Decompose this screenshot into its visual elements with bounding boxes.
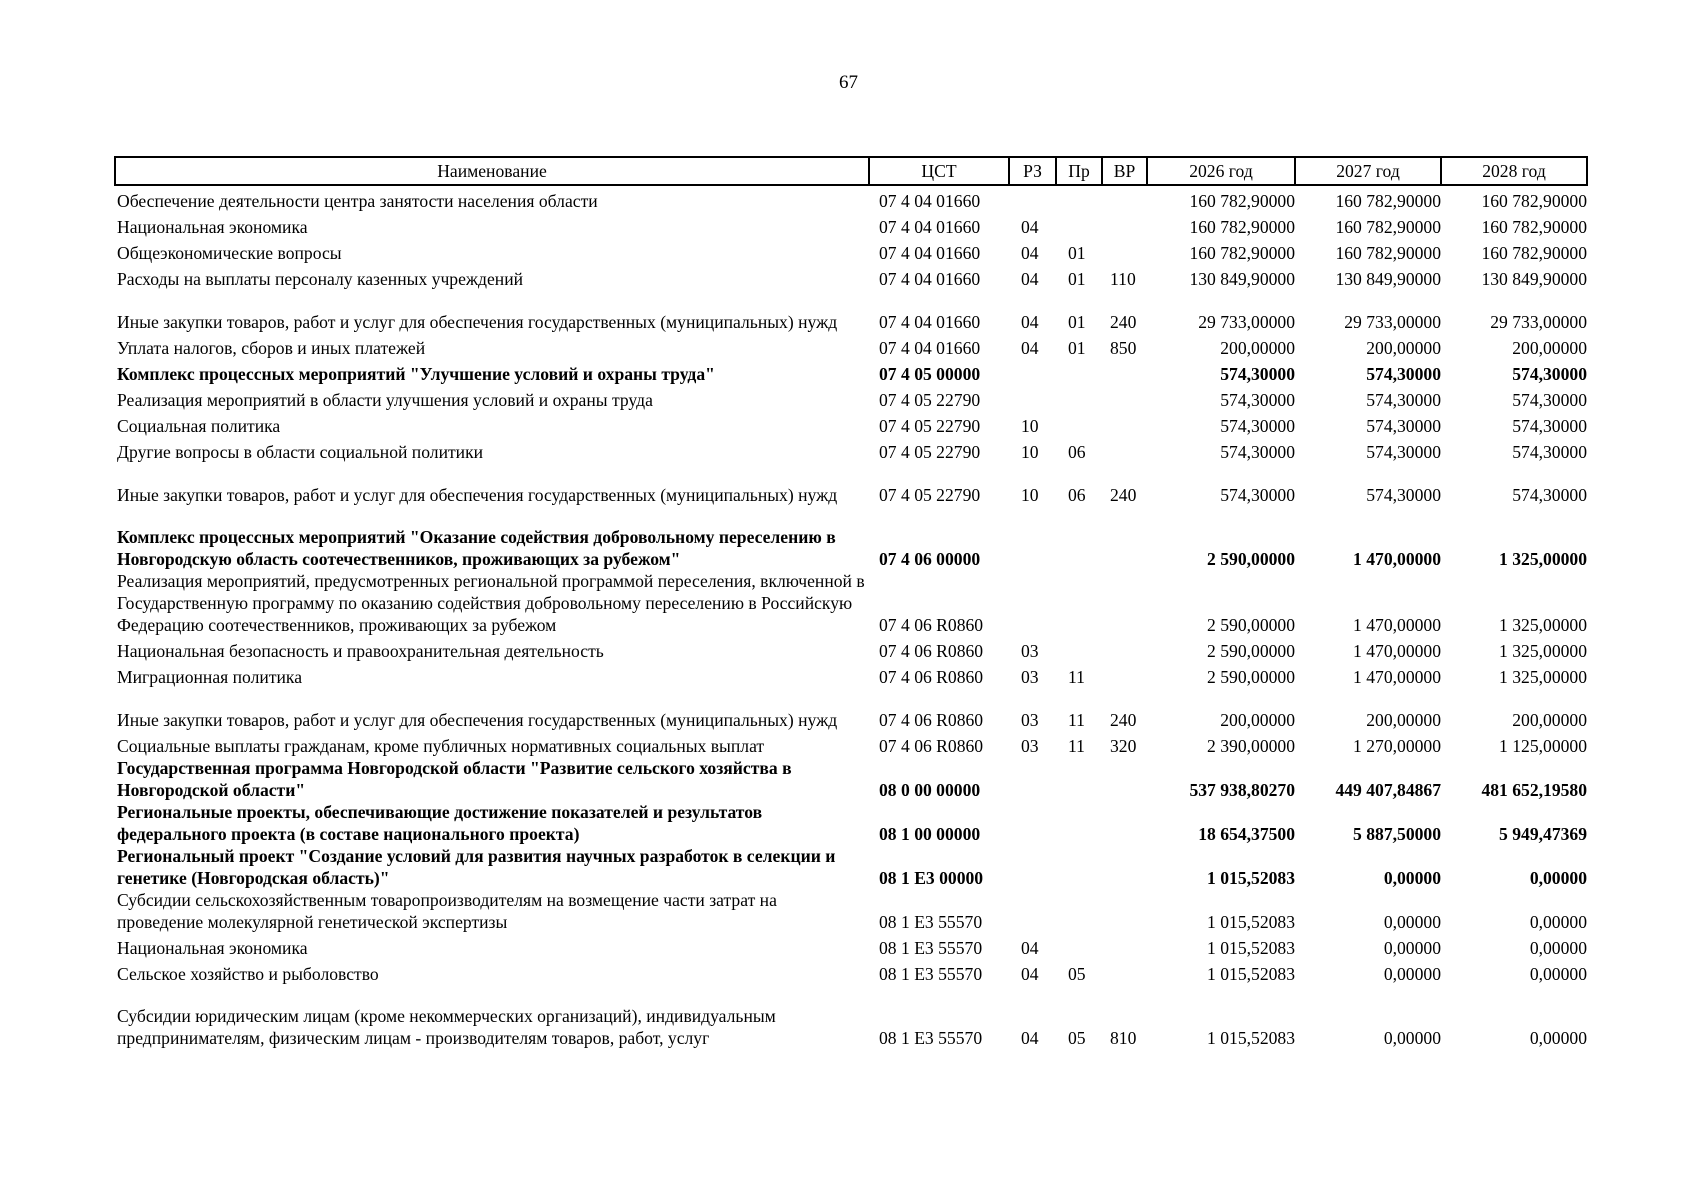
row-rz: 04 [1021, 217, 1039, 237]
row-year-2028: 29 733,00000 [1490, 312, 1587, 332]
header-name: Наименование [115, 157, 869, 185]
row-vr: 850 [1110, 338, 1137, 358]
row-year-2026: 18 654,37500 [1198, 824, 1295, 844]
row-name: Социальные выплаты гражданам, кроме публичных нормативных социальных выплат [117, 736, 765, 756]
row-year-2028: 200,00000 [1512, 710, 1587, 730]
row-rz: 04 [1021, 1028, 1039, 1048]
row-year-2028: 0,00000 [1529, 1028, 1587, 1048]
row-pr: 05 [1068, 1028, 1086, 1048]
row-vr [1102, 845, 1147, 889]
row-year-2027: 1 470,00000 [1353, 615, 1441, 635]
row-vr [1102, 506, 1147, 570]
row-name: Национальная безопасность и правоохранительная деятельность [117, 641, 604, 661]
row-rz [1009, 185, 1056, 212]
page-number: 67 [839, 72, 858, 93]
row-year-2028: 574,30000 [1512, 416, 1587, 436]
row-year-2028: 1 325,00000 [1499, 641, 1587, 661]
table-row [115, 506, 1587, 570]
row-pr: 06 [1068, 485, 1086, 505]
row-year-2026: 200,00000 [1220, 338, 1295, 358]
row-name: Другие вопросы в области социальной политики [117, 442, 484, 462]
row-year-2028: 481 652,19580 [1481, 780, 1587, 800]
row-rz: 03 [1021, 710, 1039, 730]
row-pr: 11 [1068, 710, 1085, 730]
row-year-2027: 0,00000 [1383, 938, 1441, 958]
row-pr: 01 [1068, 338, 1086, 358]
row-pr: 01 [1068, 269, 1086, 289]
table-row [115, 463, 1587, 506]
row-rz: 04 [1021, 938, 1039, 958]
row-year-2027: 574,30000 [1366, 390, 1441, 410]
row-year-2027: 0,00000 [1383, 964, 1441, 984]
row-year-2026: 2 590,00000 [1207, 549, 1295, 569]
row-cst: 07 4 05 22790 [879, 416, 981, 436]
row-rz: 10 [1021, 416, 1039, 436]
row-year-2026: 574,30000 [1220, 416, 1295, 436]
row-rz: 10 [1021, 485, 1039, 505]
row-vr [1102, 238, 1147, 264]
row-year-2028: 574,30000 [1512, 390, 1587, 410]
row-rz [1009, 359, 1056, 385]
row-cst: 07 4 06 R0860 [879, 667, 984, 687]
header-year-2027: 2027 год [1295, 157, 1441, 185]
row-name: Иные закупки товаров, работ и услуг для обеспечения государственных (муниципальных) нужд [117, 710, 838, 730]
row-pr [1056, 801, 1102, 845]
row-year-2027: 200,00000 [1366, 710, 1441, 730]
row-year-2027: 160 782,90000 [1335, 243, 1441, 263]
row-cst: 07 4 06 R0860 [879, 641, 984, 661]
row-vr [1102, 411, 1147, 437]
row-vr [1102, 212, 1147, 238]
row-cst: 07 4 06 R0860 [879, 736, 984, 756]
row-year-2027: 0,00000 [1383, 1028, 1441, 1048]
row-year-2026: 574,30000 [1220, 390, 1295, 410]
row-year-2027: 130 849,90000 [1335, 269, 1441, 289]
row-rz: 04 [1021, 964, 1039, 984]
row-year-2027: 574,30000 [1366, 485, 1441, 505]
row-cst: 08 1 E3 55570 [879, 964, 983, 984]
row-year-2026: 130 849,90000 [1189, 269, 1295, 289]
row-vr [1102, 662, 1147, 688]
row-year-2026: 2 590,00000 [1207, 641, 1295, 661]
header-year-2028: 2028 год [1441, 157, 1587, 185]
table-row [115, 411, 1587, 437]
row-pr [1056, 185, 1102, 212]
row-name: Иные закупки товаров, работ и услуг для обеспечения государственных (муниципальных) нужд [117, 485, 838, 505]
table-row [115, 731, 1587, 757]
row-year-2027: 200,00000 [1366, 338, 1441, 358]
row-name: Расходы на выплаты персоналу казенных учреждений [117, 269, 524, 289]
row-pr [1056, 506, 1102, 570]
row-rz: 04 [1021, 243, 1039, 263]
row-pr [1056, 212, 1102, 238]
row-vr [1102, 889, 1147, 933]
table-row [115, 333, 1587, 359]
row-year-2027: 574,30000 [1366, 416, 1441, 436]
row-name: Иные закупки товаров, работ и услуг для обеспечения государственных (муниципальных) нужд [117, 312, 838, 332]
row-year-2027: 574,30000 [1366, 442, 1441, 462]
row-year-2026: 2 390,00000 [1207, 736, 1295, 756]
row-year-2026: 2 590,00000 [1207, 615, 1295, 635]
row-year-2026: 2 590,00000 [1207, 667, 1295, 687]
row-cst: 07 4 04 01660 [879, 338, 981, 358]
row-vr [1102, 437, 1147, 463]
row-vr [1102, 636, 1147, 662]
table-row [115, 238, 1587, 264]
row-pr [1056, 889, 1102, 933]
row-vr [1102, 359, 1147, 385]
row-pr [1056, 570, 1102, 636]
row-rz [1009, 570, 1056, 636]
table-row [115, 359, 1587, 385]
row-rz: 03 [1021, 641, 1039, 661]
row-name: Комплекс процессных мероприятий "Улучшение условий и охраны труда" [117, 364, 715, 384]
row-year-2026: 160 782,90000 [1189, 191, 1295, 211]
row-vr [1102, 933, 1147, 959]
row-year-2026: 1 015,52083 [1207, 938, 1295, 958]
row-rz: 04 [1021, 269, 1039, 289]
row-cst: 07 4 05 00000 [879, 364, 981, 384]
row-pr: 01 [1068, 243, 1086, 263]
row-vr: 810 [1110, 1028, 1137, 1048]
row-cst: 07 4 05 22790 [879, 390, 981, 410]
row-vr [1102, 570, 1147, 636]
row-rz: 03 [1021, 736, 1039, 756]
row-name: Региональные проекты, обеспечивающие достижение показателей и результатов федерального проекта (в составе национального проекта) [117, 802, 763, 844]
row-year-2027: 1 470,00000 [1353, 549, 1441, 569]
row-vr: 110 [1110, 269, 1136, 289]
row-name: Региональный проект "Создание условий для развития научных разработок в селекции и генетике (Новгородская область)" [117, 846, 836, 888]
row-vr: 320 [1110, 736, 1137, 756]
row-year-2028: 1 325,00000 [1499, 615, 1587, 635]
row-year-2026: 1 015,52083 [1207, 1028, 1295, 1048]
table-row [115, 959, 1587, 985]
row-year-2027: 160 782,90000 [1335, 217, 1441, 237]
header-vr: ВР [1102, 157, 1147, 185]
row-vr [1102, 801, 1147, 845]
row-year-2026: 29 733,00000 [1198, 312, 1295, 332]
table-row [115, 290, 1587, 333]
row-year-2027: 449 407,84867 [1335, 780, 1441, 800]
row-year-2027: 1 270,00000 [1353, 736, 1441, 756]
row-name: Комплекс процессных мероприятий "Оказание содействия добровольному переселению в Новгородскую область соотечественников, проживающих за рубежом" [117, 527, 836, 569]
table-row [115, 801, 1587, 845]
row-name: Субсидии юридическим лицам (кроме некоммерческих организаций), индивидуальным предпринимателям, физическим лицам - производителям товаров, работ, услуг [117, 1006, 776, 1048]
row-name: Субсидии сельскохозяйственным товаропроизводителям на возмещение части затрат на проведение молекулярной генетической экспертизы [117, 890, 777, 932]
row-rz: 03 [1021, 667, 1039, 687]
row-cst: 07 4 06 R0860 [879, 710, 984, 730]
row-year-2027: 574,30000 [1366, 364, 1441, 384]
row-pr: 05 [1068, 964, 1086, 984]
row-pr: 06 [1068, 442, 1086, 462]
header-pr: Пр [1056, 157, 1102, 185]
row-pr [1056, 757, 1102, 801]
row-year-2027: 160 782,90000 [1335, 191, 1441, 211]
table-row [115, 437, 1587, 463]
row-cst: 07 4 05 22790 [879, 485, 981, 505]
table-body [115, 185, 1587, 1049]
table-row [115, 636, 1587, 662]
row-pr [1056, 385, 1102, 411]
row-year-2026: 160 782,90000 [1189, 243, 1295, 263]
row-pr: 11 [1068, 667, 1085, 687]
row-cst: 08 1 E3 55570 [879, 912, 983, 932]
row-year-2026: 574,30000 [1220, 442, 1295, 462]
row-year-2027: 1 470,00000 [1353, 641, 1441, 661]
row-pr: 11 [1068, 736, 1085, 756]
row-year-2028: 574,30000 [1512, 485, 1587, 505]
row-cst: 07 4 06 00000 [879, 549, 981, 569]
row-pr: 01 [1068, 312, 1086, 332]
header-rz: РЗ [1009, 157, 1056, 185]
table-row [115, 889, 1587, 933]
row-year-2027: 5 887,50000 [1353, 824, 1441, 844]
row-year-2028: 130 849,90000 [1481, 269, 1587, 289]
row-rz [1009, 801, 1056, 845]
row-year-2027: 29 733,00000 [1344, 312, 1441, 332]
row-year-2028: 0,00000 [1529, 868, 1587, 888]
row-cst: 07 4 04 01660 [879, 217, 981, 237]
row-rz [1009, 757, 1056, 801]
row-name: Миграционная политика [117, 667, 303, 687]
row-name: Государственная программа Новгородской области "Развитие сельского хозяйства в Новгородской области" [117, 758, 792, 800]
table-row [115, 757, 1587, 801]
table-header-row [115, 157, 1587, 185]
row-rz: 04 [1021, 338, 1039, 358]
row-year-2026: 574,30000 [1220, 485, 1295, 505]
row-rz: 04 [1021, 312, 1039, 332]
table-row [115, 212, 1587, 238]
row-vr: 240 [1110, 312, 1137, 332]
row-year-2026: 1 015,52083 [1207, 964, 1295, 984]
row-name: Уплата налогов, сборов и иных платежей [117, 338, 426, 358]
table-row [115, 845, 1587, 889]
row-pr [1056, 933, 1102, 959]
row-vr [1102, 757, 1147, 801]
row-cst: 07 4 04 01660 [879, 269, 981, 289]
row-year-2028: 1 325,00000 [1499, 667, 1587, 687]
table-row [115, 662, 1587, 688]
row-year-2028: 574,30000 [1512, 364, 1587, 384]
row-name: Национальная экономика [117, 217, 308, 237]
row-pr [1056, 359, 1102, 385]
row-year-2028: 0,00000 [1529, 912, 1587, 932]
row-name: Реализация мероприятий в области улучшения условий и охраны труда [117, 390, 653, 410]
row-year-2028: 1 125,00000 [1499, 736, 1587, 756]
header-cst: ЦСТ [869, 157, 1009, 185]
row-year-2027: 0,00000 [1383, 912, 1441, 932]
row-cst: 08 1 00 00000 [879, 824, 981, 844]
row-year-2028: 574,30000 [1512, 442, 1587, 462]
row-vr [1102, 185, 1147, 212]
row-year-2026: 537 938,80270 [1189, 780, 1295, 800]
row-cst: 08 1 E3 00000 [879, 868, 984, 888]
row-vr: 240 [1110, 710, 1137, 730]
row-year-2026: 160 782,90000 [1189, 217, 1295, 237]
table-row [115, 933, 1587, 959]
table-row [115, 688, 1587, 731]
row-rz: 10 [1021, 442, 1039, 462]
row-cst: 07 4 04 01660 [879, 312, 981, 332]
row-cst: 07 4 06 R0860 [879, 615, 984, 635]
row-name: Реализация мероприятий, предусмотренных региональной программой переселения, включенной в Государственную программу по оказанию содействия добровольному переселению в Российскую Федерацию соотечественников, проживающих за рубежом [117, 571, 865, 635]
row-name: Сельское хозяйство и рыболовство [117, 964, 379, 984]
row-year-2026: 200,00000 [1220, 710, 1295, 730]
row-name: Национальная экономика [117, 938, 308, 958]
row-rz [1009, 506, 1056, 570]
row-year-2026: 1 015,52083 [1207, 912, 1295, 932]
row-year-2028: 0,00000 [1529, 938, 1587, 958]
table-row [115, 570, 1587, 636]
budget-table [114, 156, 1588, 1049]
row-year-2028: 1 325,00000 [1499, 549, 1587, 569]
row-name: Обеспечение деятельности центра занятости населения области [117, 191, 598, 211]
row-year-2027: 1 470,00000 [1353, 667, 1441, 687]
row-name: Общеэкономические вопросы [117, 243, 342, 263]
row-cst: 07 4 05 22790 [879, 442, 981, 462]
row-vr [1102, 385, 1147, 411]
row-year-2026: 1 015,52083 [1207, 868, 1295, 888]
row-cst: 07 4 04 01660 [879, 191, 981, 211]
header-year-2026: 2026 год [1147, 157, 1295, 185]
row-year-2028: 160 782,90000 [1481, 243, 1587, 263]
row-rz [1009, 385, 1056, 411]
row-year-2028: 5 949,47369 [1499, 824, 1587, 844]
table-row [115, 385, 1587, 411]
row-year-2028: 200,00000 [1512, 338, 1587, 358]
row-rz [1009, 845, 1056, 889]
table-row [115, 264, 1587, 290]
row-vr [1102, 959, 1147, 985]
table-row [115, 985, 1587, 1049]
row-rz [1009, 889, 1056, 933]
row-cst: 08 0 00 00000 [879, 780, 981, 800]
row-name: Социальная политика [117, 416, 281, 436]
row-pr [1056, 636, 1102, 662]
row-cst: 08 1 E3 55570 [879, 1028, 983, 1048]
table-row [115, 185, 1587, 212]
row-year-2027: 0,00000 [1383, 868, 1441, 888]
row-pr [1056, 411, 1102, 437]
row-year-2028: 160 782,90000 [1481, 217, 1587, 237]
row-year-2028: 0,00000 [1529, 964, 1587, 984]
row-pr [1056, 845, 1102, 889]
row-year-2026: 574,30000 [1220, 364, 1295, 384]
row-cst: 08 1 E3 55570 [879, 938, 983, 958]
row-year-2028: 160 782,90000 [1481, 191, 1587, 211]
row-vr: 240 [1110, 485, 1137, 505]
row-cst: 07 4 04 01660 [879, 243, 981, 263]
